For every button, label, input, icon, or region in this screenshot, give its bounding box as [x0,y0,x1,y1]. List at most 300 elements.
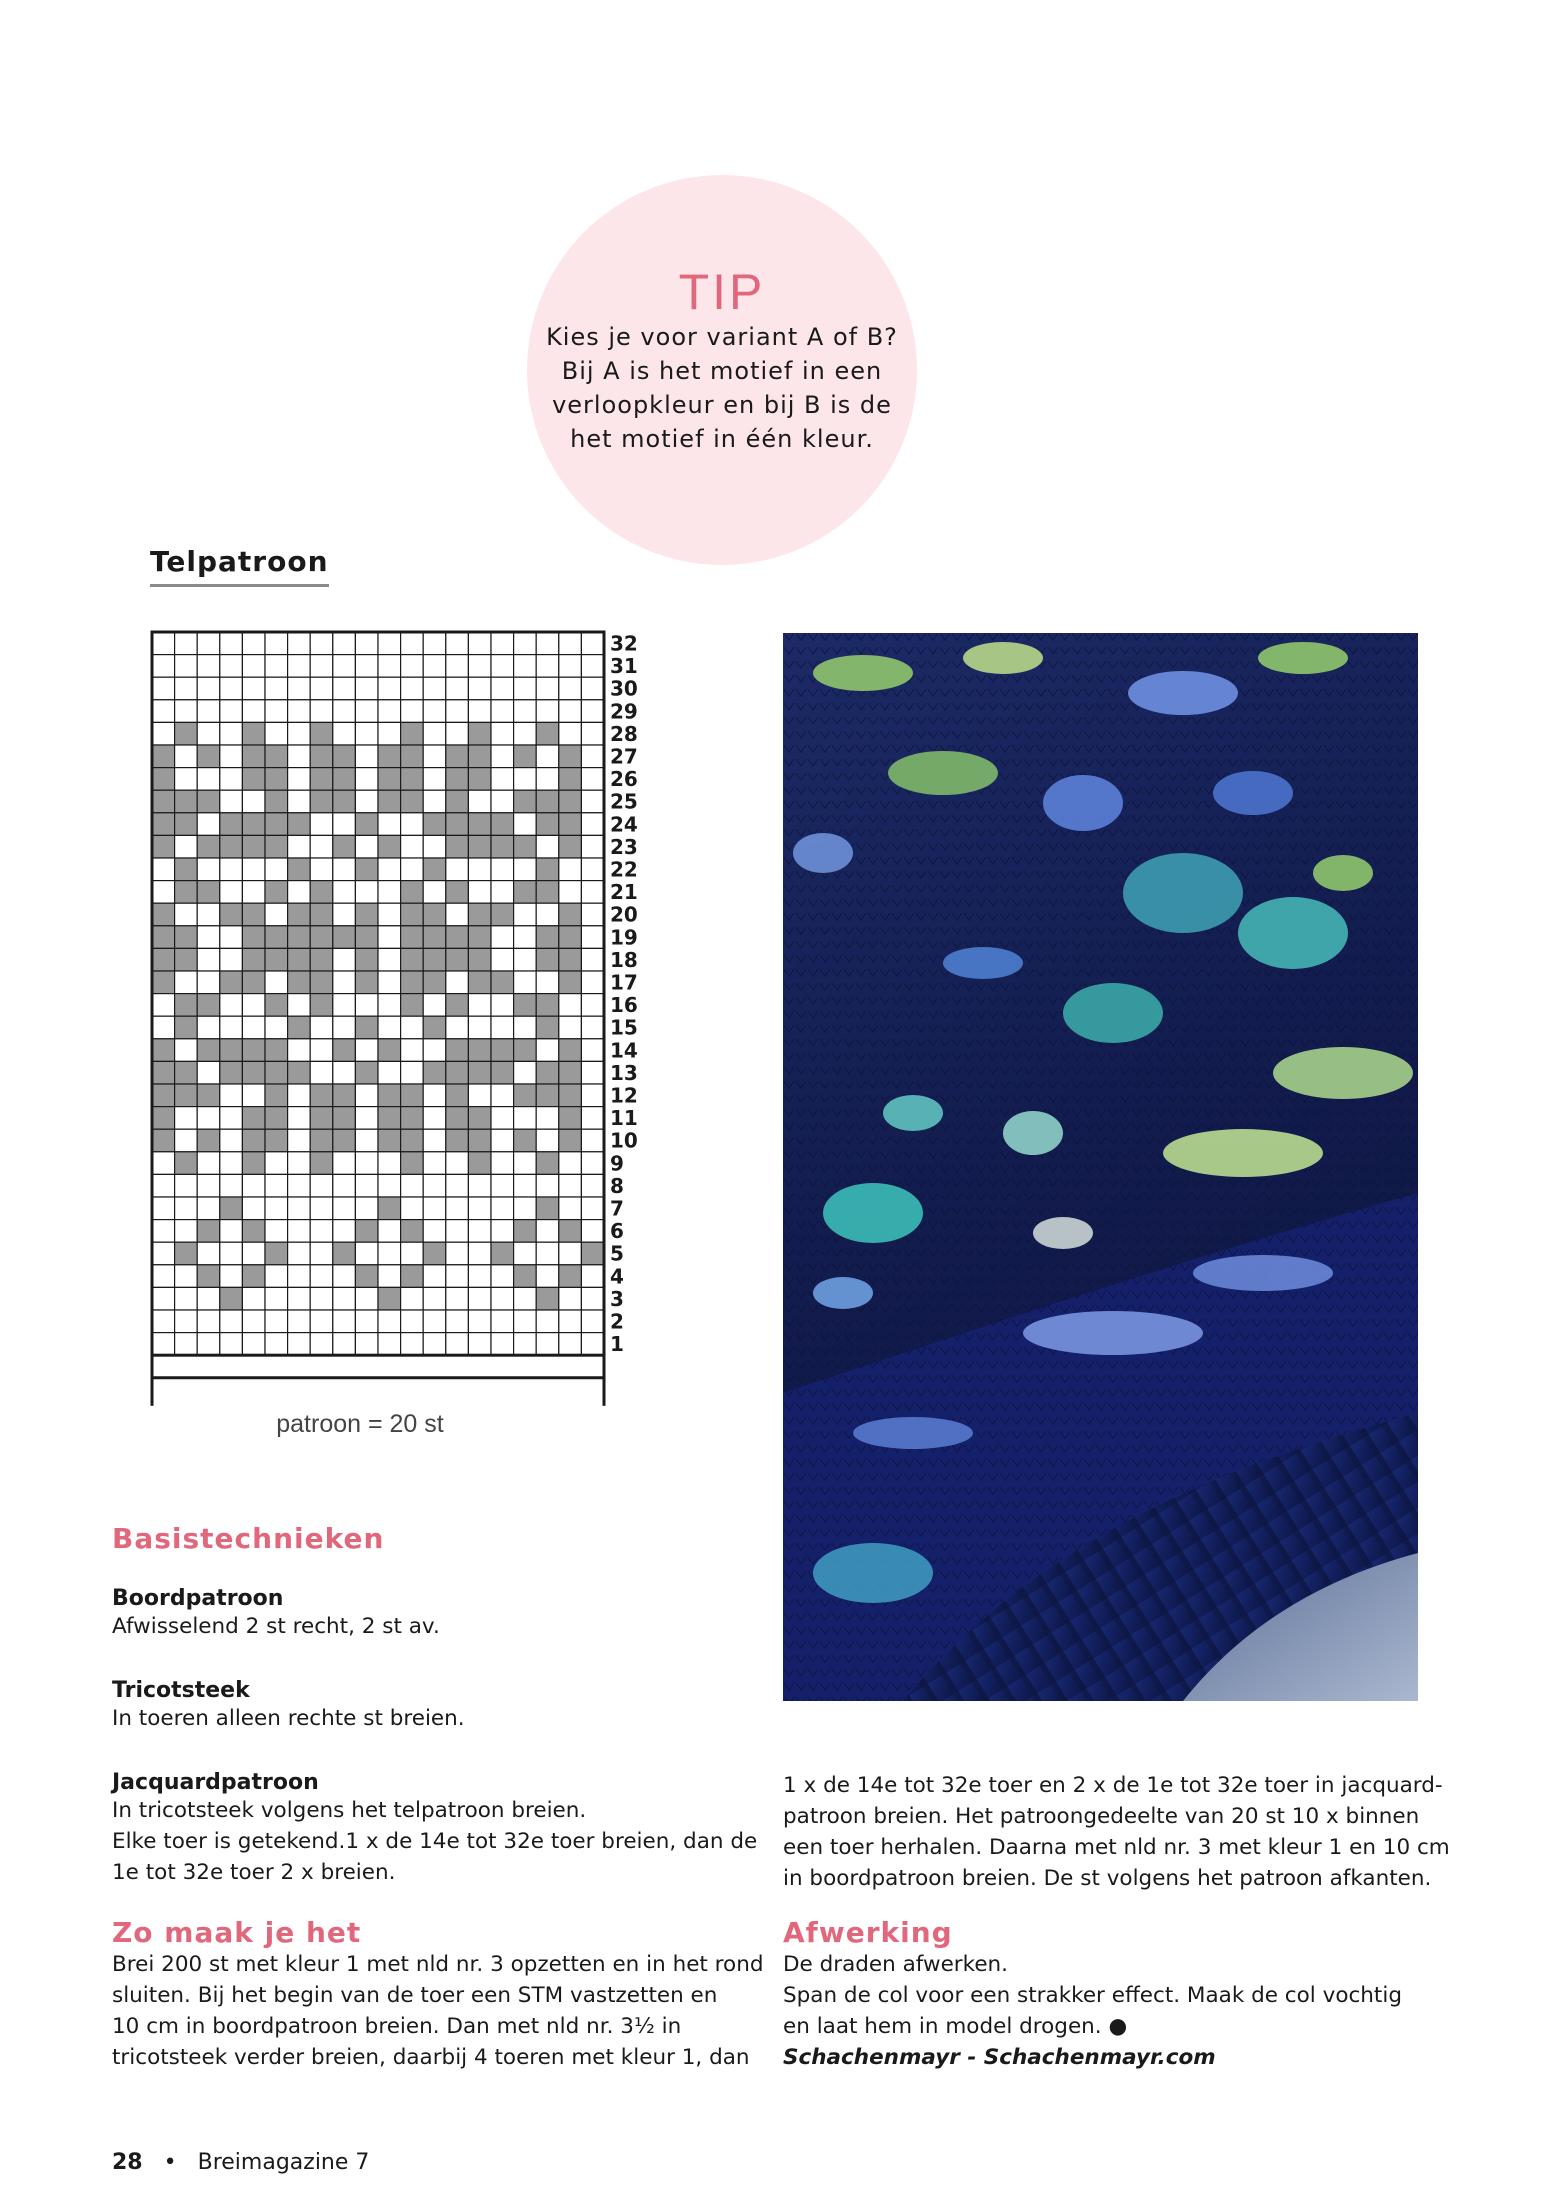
chart-cell-filled [310,881,333,904]
chart-cell-empty [401,632,424,655]
chart-cell-empty [288,1174,311,1197]
chart-cell-filled [152,745,175,768]
chart-cell-empty [265,632,288,655]
chart-cell-empty [446,1174,469,1197]
chart-row-number: 9 [610,1151,624,1176]
chart-cell-empty [514,948,537,971]
chart-row-number: 19 [610,925,638,950]
chart-cell-empty [559,881,582,904]
chart-cell-filled [559,926,582,949]
chart-cell-empty [514,813,537,836]
chart-cell-empty [491,768,514,791]
chart-cell-filled [197,1039,220,1062]
chart-cell-filled [401,948,424,971]
chart-cell-filled [175,881,198,904]
chart-row-number: 27 [610,744,638,769]
chart-cell-empty [288,722,311,745]
chart-row-number: 7 [610,1196,624,1221]
knitted-cowl-photo [783,633,1418,1701]
chart-cell-filled [152,813,175,836]
chart-cell-empty [242,700,265,723]
chart-cell-filled [514,790,537,813]
chart-cell-empty [288,1129,311,1152]
chart-cell-empty [468,1174,491,1197]
chart-cell-empty [423,768,446,791]
chart-cell-empty [152,632,175,655]
chart-cell-empty [197,1310,220,1333]
chart-cell-empty [536,1174,559,1197]
chart-cell-empty [175,1287,198,1310]
chart-cell-empty [423,745,446,768]
chart-cell-empty [175,677,198,700]
chart-cell-empty [559,632,582,655]
chart-cell-empty [288,1197,311,1220]
chart-row-number: 10 [610,1128,638,1153]
chart-cell-empty [333,1197,356,1220]
chart-cell-empty [197,700,220,723]
chart-cell-empty [446,655,469,678]
chart-cell-empty [514,1287,537,1310]
chart-cell-empty [197,858,220,881]
chart-cell-empty [378,1265,401,1288]
chart-cell-empty [220,1107,243,1130]
chart-cell-filled [536,1084,559,1107]
chart-cell-empty [536,768,559,791]
chart-cell-filled [446,1084,469,1107]
chart-cell-empty [581,1333,604,1356]
chart-cell-filled [401,745,424,768]
chart-cell-filled [333,768,356,791]
chart-cell-empty [468,632,491,655]
chart-cell-filled [559,745,582,768]
chart-cell-empty [333,1265,356,1288]
chart-cell-empty [333,903,356,926]
afwerking-line: De draden afwerken. [783,1952,1009,1977]
chart-cell-empty [333,813,356,836]
chart-cell-empty [265,655,288,678]
chart-cell-empty [288,1084,311,1107]
chart-cell-empty [175,1174,198,1197]
chart-cell-empty [310,700,333,723]
tip-line: het motief in één kleur. [570,425,874,453]
chart-cell-empty [468,994,491,1017]
chart-cell-empty [220,881,243,904]
chart-cell-filled [242,948,265,971]
chart-cell-empty [333,971,356,994]
chart-cell-empty [468,1265,491,1288]
chart-row-number: 3 [610,1286,624,1311]
chart-cell-empty [355,881,378,904]
chart-cell-empty [446,700,469,723]
chart-cell-filled [175,790,198,813]
chart-cell-empty [468,1016,491,1039]
chart-cell-filled [333,1107,356,1130]
tip-body [540,320,904,456]
chart-cell-filled [536,926,559,949]
chart-cell-empty [197,722,220,745]
tip-title: TIP [678,264,766,320]
chart-cell-filled [355,858,378,881]
chart-cell-empty [536,1129,559,1152]
chart-cell-empty [491,994,514,1017]
chart-cell-filled [310,790,333,813]
chart-row-number: 22 [610,857,638,882]
chart-cell-empty [220,790,243,813]
chart-cell-filled [536,1061,559,1084]
chart-cell-empty [468,1287,491,1310]
chart-cell-filled [491,1242,514,1265]
chart-cell-filled [378,790,401,813]
chart-cell-empty [446,1152,469,1175]
chart-cell-filled [378,1107,401,1130]
chart-cell-filled [220,1061,243,1084]
chart-cell-empty [220,1310,243,1333]
afwerking-title: Afwerking [783,1916,953,1949]
chart-cell-filled [536,994,559,1017]
zo-maak-line: 10 cm in boordpatroon breien. Dan met nld nr. 3½ in [112,2014,682,2039]
chart-cell-filled [536,722,559,745]
chart-cell-empty [175,1129,198,1152]
chart-cell-filled [468,948,491,971]
chart-cell-empty [378,1152,401,1175]
chart-cell-empty [197,1107,220,1130]
chart-cell-empty [288,768,311,791]
chart-cell-empty [491,1174,514,1197]
chart-cell-empty [152,1310,175,1333]
chart-cell-empty [581,1287,604,1310]
chart-cell-filled [446,745,469,768]
chart-cell-empty [220,655,243,678]
chart-cell-empty [581,1174,604,1197]
chart-cell-empty [220,994,243,1017]
chart-cell-empty [581,813,604,836]
chart-cell-empty [378,1242,401,1265]
chart-cell-empty [468,881,491,904]
chart-cell-filled [288,1016,311,1039]
chart-cell-filled [288,971,311,994]
zo-maak-line: sluiten. Bij het begin van de toer een STM vastzetten en [112,1983,718,2008]
chart-cell-empty [355,1129,378,1152]
chart-cell-empty [152,1220,175,1243]
chart-cell-empty [491,858,514,881]
chart-cell-empty [310,632,333,655]
chart-cell-filled [446,881,469,904]
chart-cell-empty [265,903,288,926]
chart-cell-empty [581,903,604,926]
magazine-name: Breimagazine 7 [197,2150,370,2175]
chart-cell-empty [288,1039,311,1062]
chart-cell-empty [288,700,311,723]
chart-cell-filled [559,790,582,813]
chart-cell-empty [559,1174,582,1197]
chart-cell-empty [355,768,378,791]
chart-cell-filled [378,835,401,858]
chart-cell-filled [446,1129,469,1152]
chart-cell-empty [242,1016,265,1039]
chart-cell-empty [514,700,537,723]
chart-cell-filled [152,790,175,813]
chart-cell-empty [355,722,378,745]
boordpatroon-text: Afwisselend 2 st recht, 2 st av. [112,1614,440,1639]
chart-cell-empty [333,1220,356,1243]
chart-cell-empty [242,655,265,678]
chart-cell-empty [446,1265,469,1288]
zo-maak-block [112,1916,763,2073]
chart-cell-empty [310,1310,333,1333]
chart-cell-empty [220,1242,243,1265]
chart-cell-filled [152,1039,175,1062]
chart-cell-empty [536,1265,559,1288]
afwerking-block [783,1916,1402,2073]
chart-cell-empty [265,1174,288,1197]
chart-cell-filled [559,948,582,971]
chart-cell-empty [288,1152,311,1175]
chart-cell-empty [310,835,333,858]
chart-cell-empty [559,1287,582,1310]
chart-cell-empty [514,768,537,791]
right-line: 1 x de 14e tot 32e toer en 2 x de 1e tot 32e toer in jacquard- [783,1773,1443,1798]
chart-cell-empty [491,790,514,813]
chart-cell-empty [514,926,537,949]
chart-cell-empty [536,1039,559,1062]
chart-cell-filled [355,1265,378,1288]
chart-cell-empty [581,1265,604,1288]
chart-cell-empty [446,971,469,994]
chart-cell-filled [220,835,243,858]
chart-cell-empty [265,700,288,723]
chart-cell-empty [401,1197,424,1220]
chart-cell-empty [197,813,220,836]
chart-cell-filled [559,971,582,994]
chart-cell-empty [310,677,333,700]
chart-cell-filled [152,1129,175,1152]
chart-cell-filled [559,1220,582,1243]
chart-cell-filled [242,1265,265,1288]
chart-cell-empty [197,1152,220,1175]
chart-cell-empty [423,881,446,904]
chart-cell-filled [310,948,333,971]
chart-cell-filled [333,1242,356,1265]
chart-cell-filled [401,1152,424,1175]
chart-cell-empty [152,1016,175,1039]
chart-cell-filled [355,903,378,926]
jacquard-line: Elke toer is getekend.1 x de 14e tot 32e toer breien, dan de [112,1829,758,1854]
chart-cell-empty [197,632,220,655]
chart-cell-filled [265,1242,288,1265]
chart-cell-empty [197,677,220,700]
zo-maak-line: Brei 200 st met kleur 1 met nld nr. 3 opzetten en in het rond [112,1952,764,1977]
chart-cell-empty [446,677,469,700]
chart-cell-filled [401,1265,424,1288]
chart-cell-empty [242,1287,265,1310]
chart-cell-filled [242,1039,265,1062]
chart-row-number: 25 [610,789,638,814]
chart-cell-filled [288,948,311,971]
chart-cell-empty [468,700,491,723]
tricotsteek-block [112,1678,465,1734]
chart-cell-filled [220,971,243,994]
chart-cell-empty [197,971,220,994]
chart-cell-empty [175,655,198,678]
chart-cell-empty [220,1333,243,1356]
chart-cell-filled [536,948,559,971]
chart-cell-empty [536,632,559,655]
chart-cell-filled [197,835,220,858]
chart-cell-empty [333,858,356,881]
chart-cell-empty [197,903,220,926]
chart-cell-empty [378,1310,401,1333]
chart-cell-empty [288,835,311,858]
chart-cell-empty [333,881,356,904]
chart-cell-empty [333,1333,356,1356]
chart-cell-empty [491,700,514,723]
chart-cell-filled [378,1039,401,1062]
chart-cell-filled [310,971,333,994]
chart-cell-empty [491,948,514,971]
chart-cell-empty [423,1333,446,1356]
chart-cell-empty [265,1333,288,1356]
chart-cell-empty [423,994,446,1017]
chart-cell-empty [423,1129,446,1152]
chart-cell-empty [197,948,220,971]
chart-cell-empty [423,1265,446,1288]
chart-cell-empty [242,881,265,904]
chart-row-number: 2 [610,1309,624,1334]
chart-cell-empty [355,1174,378,1197]
chart-cell-filled [514,1084,537,1107]
chart-cell-empty [514,1310,537,1333]
chart-cell-empty [355,745,378,768]
chart-row-number: 5 [610,1241,624,1266]
chart-cell-empty [378,1174,401,1197]
chart-cell-empty [446,1016,469,1039]
chart-cell-empty [355,655,378,678]
tip-line: Kies je voor variant A of B? [546,323,898,351]
chart-cell-empty [220,1129,243,1152]
chart-cell-empty [559,1310,582,1333]
chart-cell-empty [220,745,243,768]
chart-cell-empty [491,1265,514,1288]
chart-cell-filled [175,948,198,971]
chart-cell-empty [491,1287,514,1310]
chart-cell-filled [220,1287,243,1310]
chart-cell-empty [152,858,175,881]
zo-maak-title: Zo maak je het [112,1916,362,1949]
boordpatroon-title: Boordpatroon [112,1586,284,1611]
chart-cell-filled [468,926,491,949]
chart-cell-empty [491,1220,514,1243]
right-line: patroon breien. Het patroongedeelte van 20 st 10 x binnen [783,1804,1420,1829]
chart-cell-empty [491,1084,514,1107]
chart-cell-filled [152,1084,175,1107]
chart-cell-empty [242,858,265,881]
chart-cell-filled [265,1039,288,1062]
chart-cell-empty [220,722,243,745]
chart-cell-filled [468,835,491,858]
chart-cell-filled [401,994,424,1017]
chart-cell-filled [333,926,356,949]
chart-cell-empty [242,1197,265,1220]
chart-cell-empty [491,677,514,700]
chart-cell-empty [220,1265,243,1288]
chart-cell-empty [288,1220,311,1243]
chart-cell-empty [378,1016,401,1039]
chart-cell-empty [446,632,469,655]
chart-cell-filled [491,813,514,836]
chart-cell-empty [468,1242,491,1265]
chart-cell-filled [559,835,582,858]
chart-cell-empty [423,722,446,745]
chart-cell-empty [423,835,446,858]
chart-cell-empty [333,632,356,655]
chart-cell-empty [468,1197,491,1220]
chart-cell-filled [333,835,356,858]
jacquard-line: In tricotsteek volgens het telpatroon breien. [112,1798,587,1823]
chart-cell-filled [468,745,491,768]
chart-cell-filled [197,745,220,768]
chart-row-number: 28 [610,721,638,746]
chart-cell-filled [559,1084,582,1107]
chart-cell-empty [355,1333,378,1356]
chart-cell-filled [265,813,288,836]
chart-cell-empty [242,632,265,655]
chart-cell-empty [175,903,198,926]
chart-cell-empty [514,1174,537,1197]
chart-cell-filled [220,1039,243,1062]
chart-cell-filled [536,1287,559,1310]
chart-cell-empty [265,971,288,994]
chart-cell-empty [536,677,559,700]
chart-cell-filled [468,722,491,745]
chart-cell-empty [152,700,175,723]
chart-cell-empty [536,655,559,678]
chart-cell-filled [242,1152,265,1175]
chart-cell-empty [175,768,198,791]
chart-cell-empty [581,835,604,858]
chart-cell-empty [514,722,537,745]
chart-cell-empty [446,1220,469,1243]
chart-cell-filled [310,768,333,791]
chart-cell-filled [468,971,491,994]
chart-cell-empty [401,1016,424,1039]
chart-cell-empty [581,632,604,655]
chart-cell-empty [559,1333,582,1356]
chart-row-number: 18 [610,947,638,972]
chart-cell-filled [152,948,175,971]
chart-row-number: 15 [610,1015,638,1040]
chart-cell-filled [242,971,265,994]
chart-cell-empty [175,700,198,723]
chart-cell-filled [401,971,424,994]
chart-cell-empty [152,881,175,904]
jacquard-title: Jacquardpatroon [112,1770,319,1795]
chart-cell-filled [265,1084,288,1107]
chart-cell-empty [265,1016,288,1039]
chart-cell-empty [468,1310,491,1333]
chart-cell-empty [378,1220,401,1243]
chart-cell-empty [378,655,401,678]
chart-cell-empty [491,1310,514,1333]
jacquard-line: 1e tot 32e toer 2 x breien. [112,1860,396,1885]
chart-cell-empty [197,1287,220,1310]
chart-cell-filled [468,1152,491,1175]
chart-cell-filled [514,1220,537,1243]
chart-cell-filled [401,1220,424,1243]
chart-cell-empty [310,1061,333,1084]
chart-cell-empty [378,926,401,949]
chart-cell-empty [581,1129,604,1152]
chart-cell-empty [581,1016,604,1039]
